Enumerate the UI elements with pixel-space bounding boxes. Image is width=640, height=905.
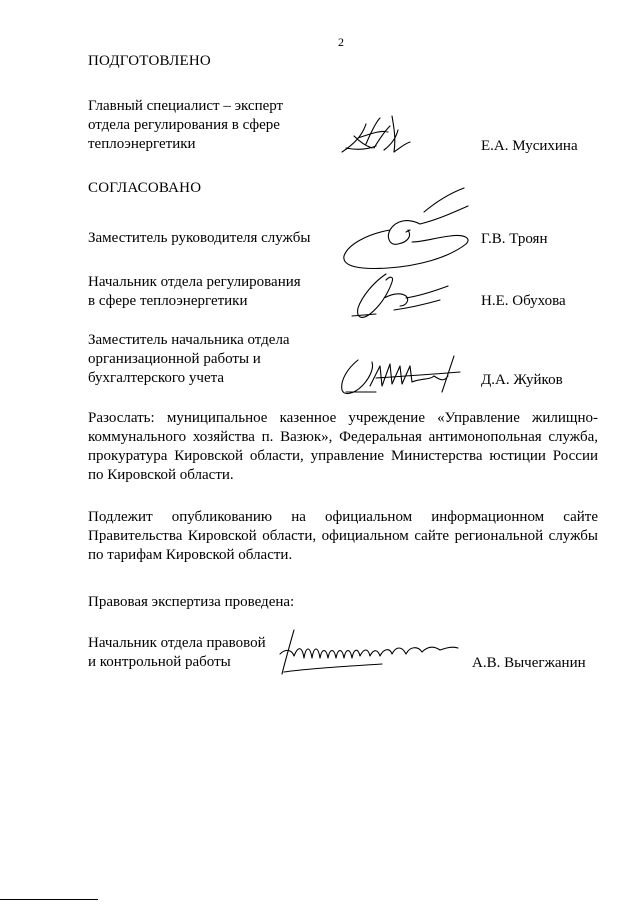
prepared-role (88, 97, 328, 154)
signer-role (88, 229, 328, 248)
signer-name: Д.А. Жуйков (481, 372, 563, 388)
role-line: в сфере теплоэнергетики (88, 293, 248, 309)
footer-rule (0, 899, 98, 900)
role-line: организационной работы и (88, 351, 261, 367)
signer-name: Г.В. Троян (481, 231, 548, 247)
distribution-paragraph: Разослать: муниципальное казенное учреждение «Управление жилищно-коммунального хозяйства п. Вазюк», Федеральная антимонопольная служба, прокуратура Кировской области, управление Министерства юстиции России по Кировской области. (88, 410, 598, 483)
role-line: Заместитель начальника отдела (88, 332, 290, 348)
signer-role (88, 331, 328, 388)
role-line: теплоэнергетики (88, 136, 196, 152)
prepared-heading: ПОДГОТОВЛЕНО (88, 53, 211, 69)
signer-role (88, 273, 328, 311)
role-line: отдела регулирования в сфере (88, 117, 280, 133)
page-number: 2 (338, 35, 344, 49)
signature-obukhova (348, 268, 458, 324)
agreed-heading: СОГЛАСОВАНО (88, 180, 202, 196)
legal-name: А.В. Вычегжанин (472, 655, 586, 671)
role-line: и контрольной работы (88, 654, 231, 670)
signature-musikhina (336, 108, 416, 160)
signer-name: Н.Е. Обухова (481, 293, 566, 309)
signature-zhuikov (336, 352, 466, 398)
legal-review-heading: Правовая экспертиза проведена: (88, 594, 295, 610)
signature-troyan (338, 184, 478, 276)
role-line: Главный специалист – эксперт (88, 98, 284, 114)
prepared-name: Е.А. Мусихина (481, 138, 578, 154)
signature-vychegzhanin (272, 626, 464, 678)
role-line: Начальник отдела регулирования (88, 274, 301, 290)
role-line: Начальник отдела правовой (88, 635, 266, 651)
publication-paragraph: Подлежит опубликованию на официальном информационном сайте Правительства Кировской области, официальном сайте региональной службы по тарифам Кировской области. (88, 509, 598, 563)
role-line: Заместитель руководителя службы (88, 230, 311, 246)
role-line: бухгалтерского учета (88, 370, 225, 386)
